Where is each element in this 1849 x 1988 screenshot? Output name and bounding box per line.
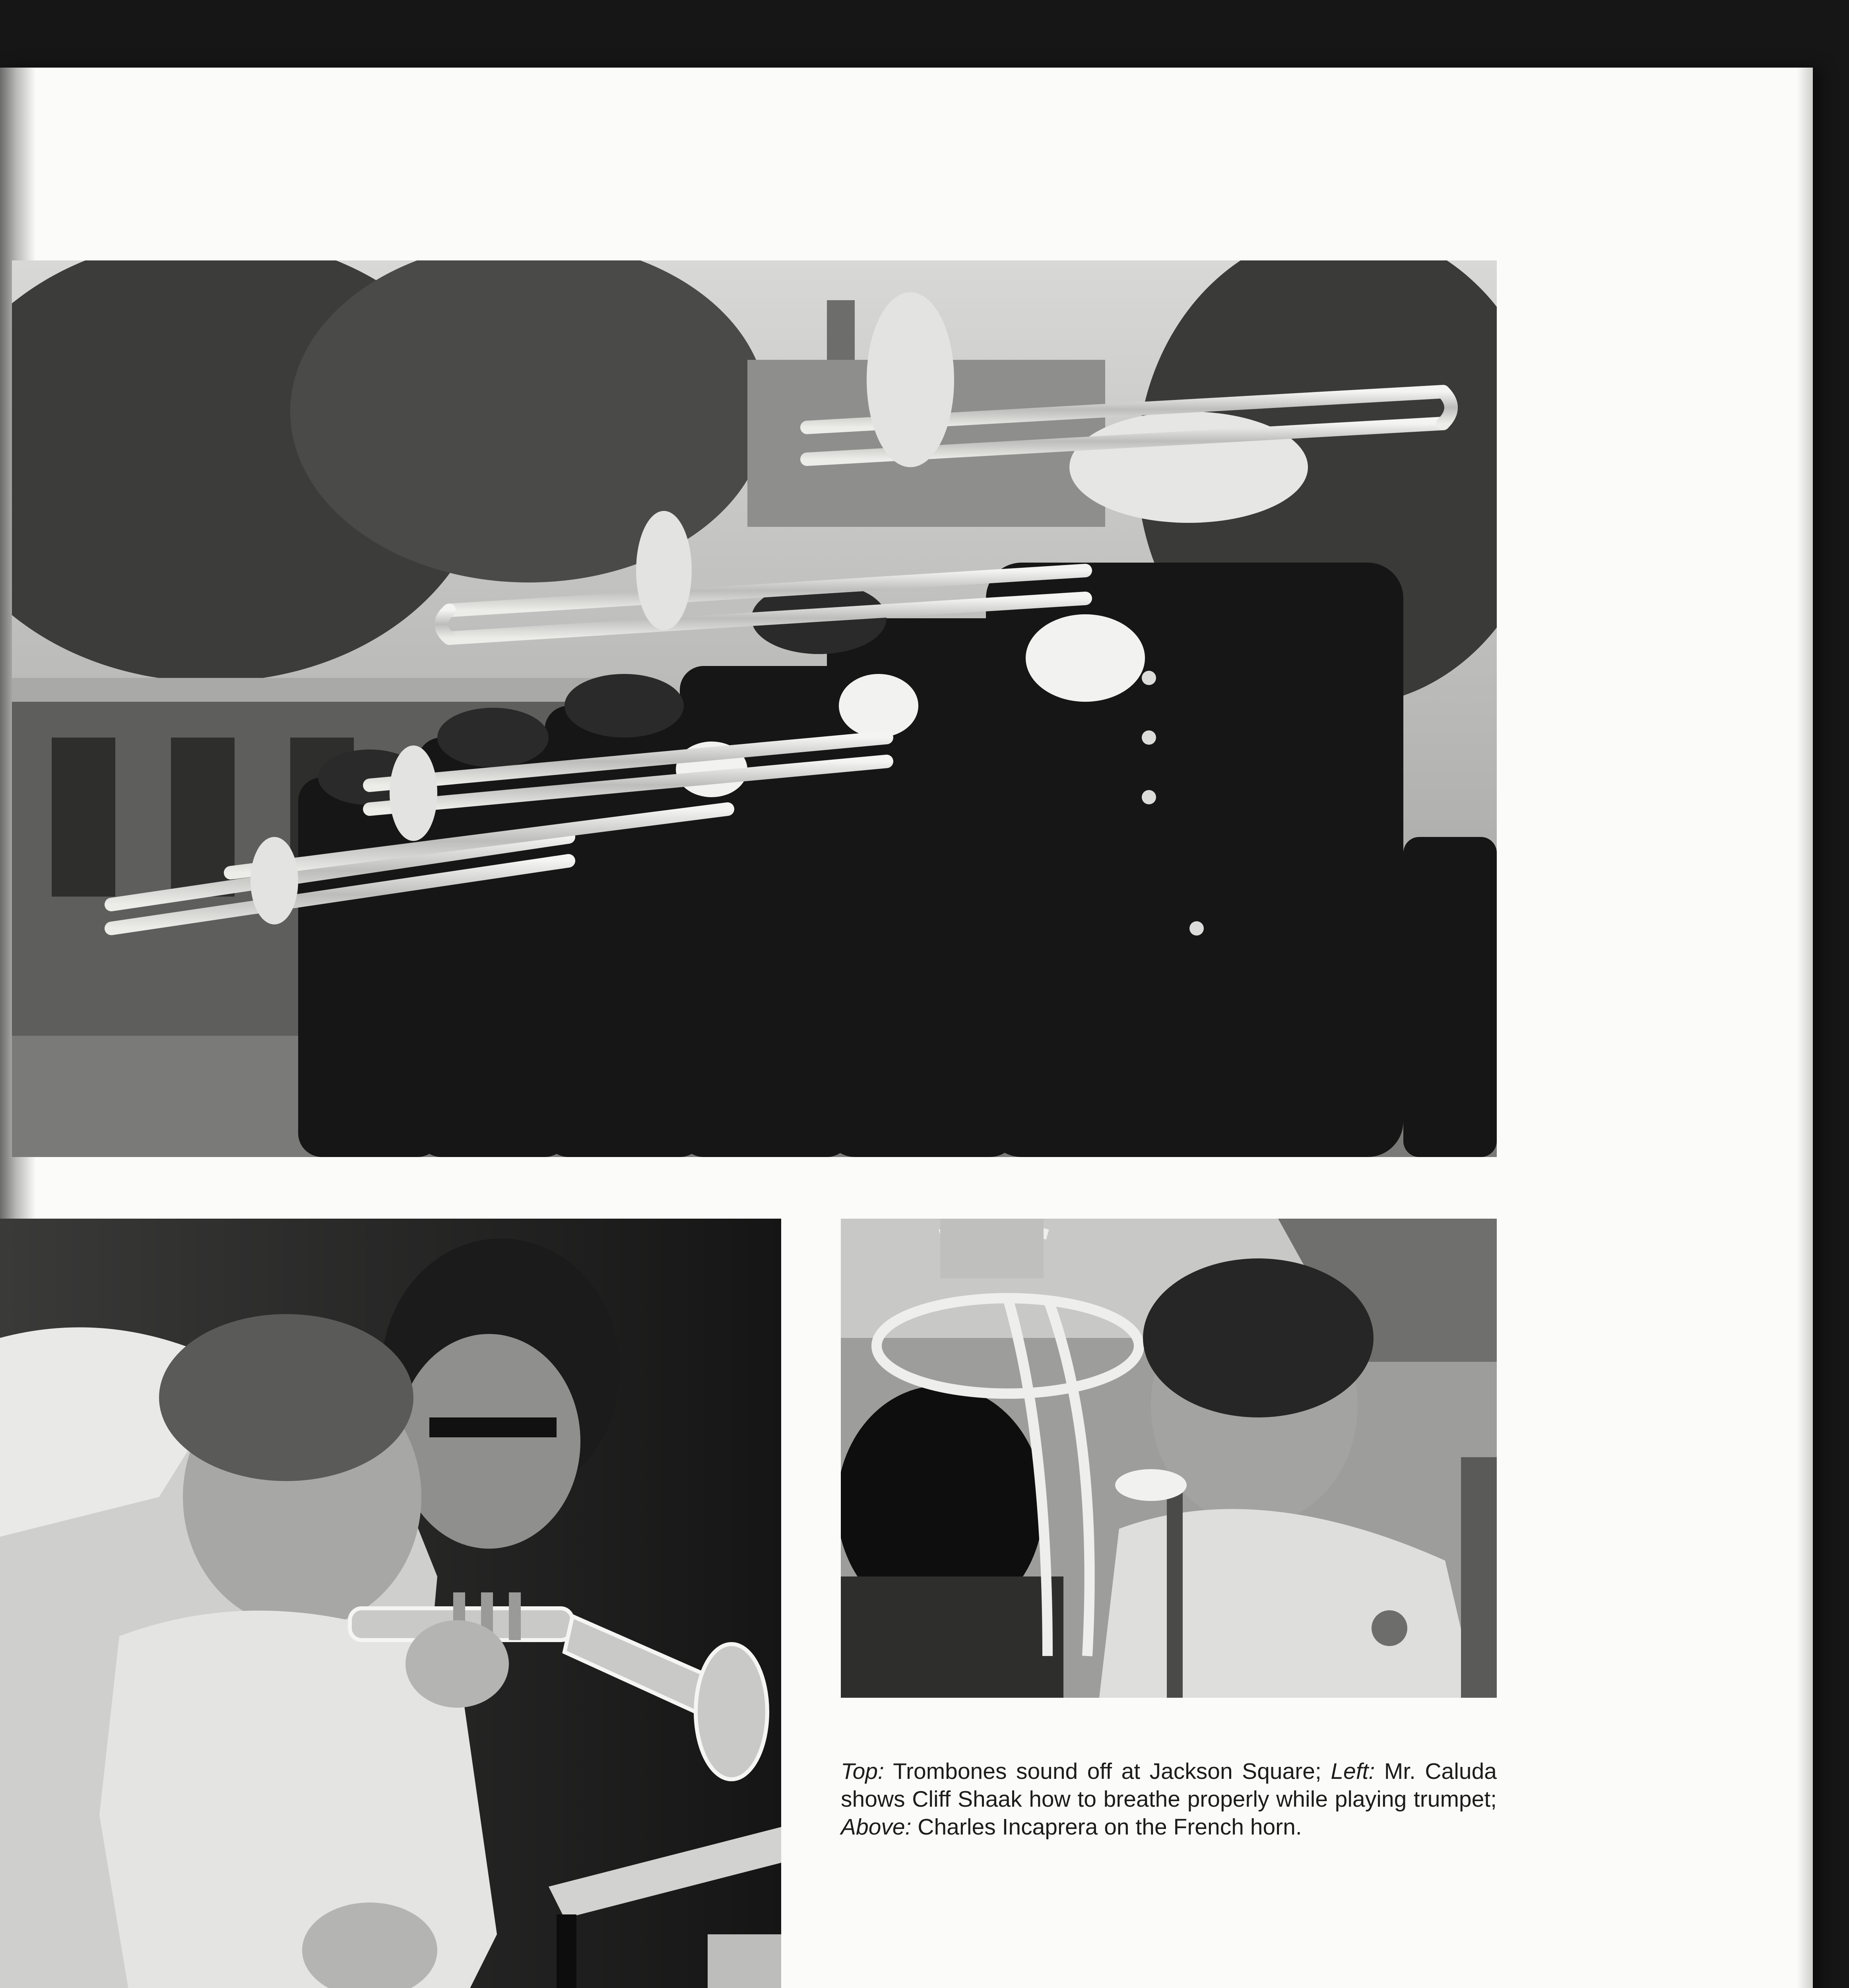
caption-top-text: Trombones sound off at Jackson Square; [884,1759,1331,1784]
caption-left-text: Mr. Caluda shows Cliff Shaak how to breathe properly while playing trumpet; [841,1759,1497,1812]
caption-above-text: Charles Incaprera on the French horn. [911,1814,1302,1840]
photo-trombones [12,260,1497,1157]
caption-left-label: Left: [1331,1759,1375,1784]
page-sheet [0,68,1813,1988]
trombone-section-photo-icon [12,260,1497,1157]
french-horn-photo-icon [841,1219,1497,1698]
caption-top-label: Top: [841,1759,884,1784]
photo-caption [841,1757,1497,1841]
photo-french-horn [841,1219,1497,1698]
page-edge [1797,68,1813,1988]
trumpet-lesson-photo-icon [0,1219,781,1988]
photo-trumpet-lesson [0,1219,781,1988]
caption-above-label: Above: [841,1814,912,1840]
